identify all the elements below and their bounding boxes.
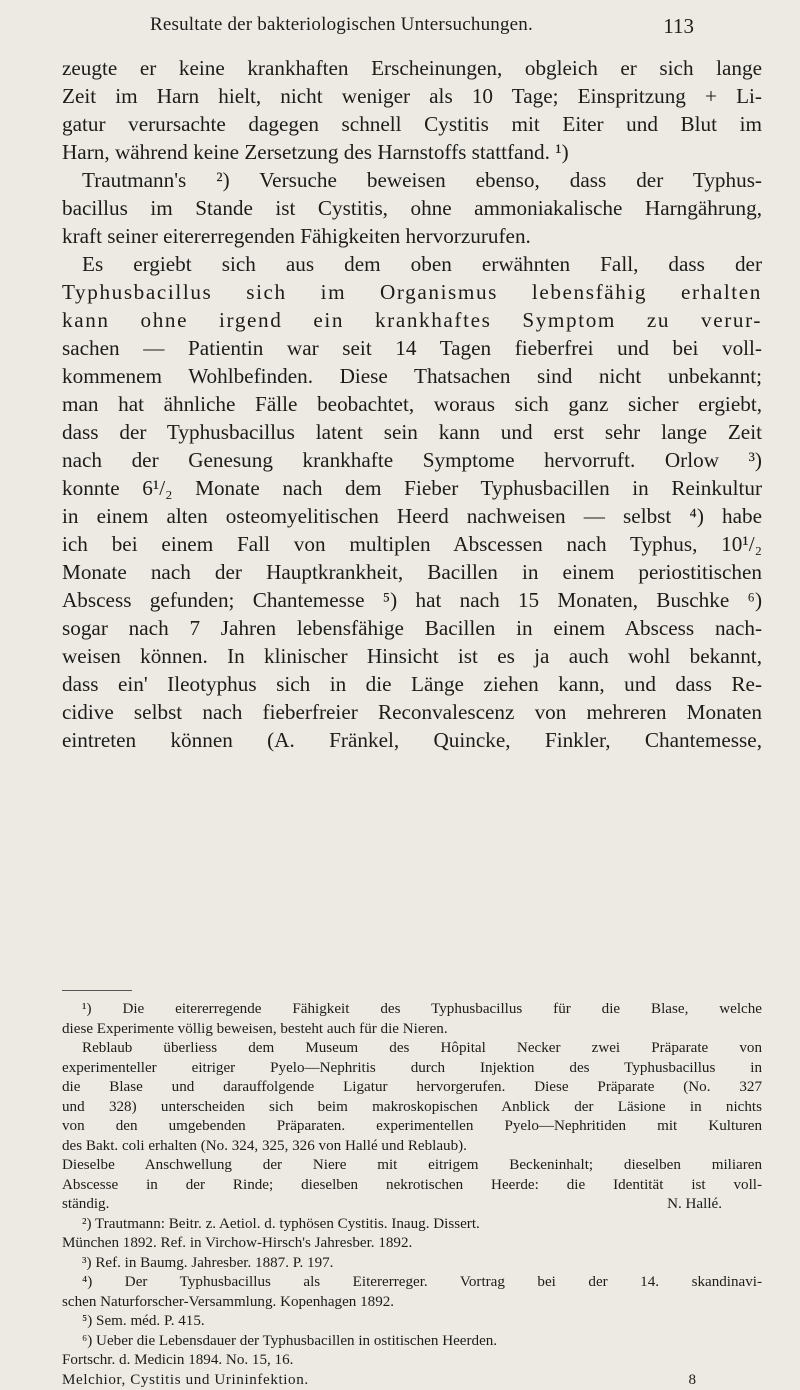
main-text xyxy=(62,54,762,754)
text-line: nach der Genesung krankhafte Symptome hervorruft. Orlow ³) xyxy=(62,446,762,474)
text-line: eintreten können (A. Fränkel, Quincke, Finkler, Chantemesse, xyxy=(62,726,762,754)
footnote-divider xyxy=(62,990,132,991)
footnote-line: Fortschr. d. Medicin 1894. No. 15, 16. xyxy=(62,1351,762,1371)
text-line: dass ein' Ileotyphus sich in die Länge ziehen kann, und dass Re- xyxy=(62,670,762,698)
text-line: sachen — Patientin war seit 14 Tagen fieberfrei und bei voll- xyxy=(62,334,762,362)
text-line: Harn, während keine Zersetzung des Harnstoffs stattfand. ¹) xyxy=(62,138,762,166)
footnote-line: ²) Trautmann: Beitr. z. Aetiol. d. typhösen Cystitis. Inaug. Dissert. xyxy=(62,1215,762,1235)
signature-number: 8 xyxy=(688,1371,696,1390)
text-line: konnte 6¹/₂ Monate nach dem Fieber Typhusbacillen in Reinkultur xyxy=(62,474,762,502)
running-title: Resultate der bakteriologischen Untersuchungen. xyxy=(150,14,533,36)
text-line: kommenem Wohlbefinden. Diese Thatsachen sind nicht unbekannt; xyxy=(62,362,762,390)
running-foot: Melchior, Cystitis und Urininfektion. xyxy=(62,1372,309,1388)
footnote-line: München 1892. Ref. in Virchow-Hirsch's Jahresber. 1892. xyxy=(62,1234,762,1254)
text-line-spaced: Typhusbacillus sich im Organismus lebensfähig erhalten xyxy=(62,278,762,306)
running-foot-line xyxy=(62,1371,762,1390)
footnotes xyxy=(62,1000,762,1390)
footnote-line: Dieselbe Anschwellung der Niere mit eitrigem Beckeninhalt; dieselben miliaren xyxy=(62,1156,762,1176)
text-line: Trautmann's ²) Versuche beweisen ebenso, dass der Typhus- xyxy=(62,166,762,194)
text-line: zeugte er keine krankhaften Erscheinungen, obgleich er sich lange xyxy=(62,54,762,82)
footnote-line: die Blase und darauffolgende Ligatur hervorgerufen. Diese Präparate (No. 327 xyxy=(62,1078,762,1098)
page-number: 113 xyxy=(663,14,694,39)
footnote-line: experimenteller eitriger Pyelo—Nephritis durch Injektion des Typhusbacillus in xyxy=(62,1059,762,1079)
footnote-line: und 328) unterscheiden sich beim makroskopischen Anblick der Läsione in nichts xyxy=(62,1098,762,1118)
footnote-line: ³) Ref. in Baumg. Jahresber. 1887. P. 197. xyxy=(62,1254,762,1274)
text-line: bacillus im Stande ist Cystitis, ohne ammoniakalische Harngährung, xyxy=(62,194,762,222)
footnote-line: ⁴) Der Typhusbacillus als Eitererreger. Vortrag bei der 14. skandinavi- xyxy=(62,1273,762,1293)
footnote-line: Reblaub überliess dem Museum des Hôpital Necker zwei Präparate von xyxy=(62,1039,762,1059)
text-line: gatur verursachte dagegen schnell Cystitis mit Eiter und Blut im xyxy=(62,110,762,138)
text-line: kraft seiner eitererregenden Fähigkeiten hervorzurufen. xyxy=(62,222,762,250)
footnote-line: schen Naturforscher-Versammlung. Kopenhagen 1892. xyxy=(62,1293,762,1313)
text-line: weisen können. In klinischer Hinsicht ist es ja auch wohl bekannt, xyxy=(62,642,762,670)
footnote-line: des Bakt. coli erhalten (No. 324, 325, 326 von Hallé und Reblaub). xyxy=(62,1137,762,1157)
text-line: in einem alten osteomyelitischen Heerd nachweisen — selbst ⁴) habe xyxy=(62,502,762,530)
page-header xyxy=(120,14,760,44)
text-line-spaced: kann ohne irgend ein krankhaftes Symptom zu verur- xyxy=(62,306,762,334)
footnote-line: Abscesse in der Rinde; dieselben nekrotischen Heerde: die Identität ist voll- xyxy=(62,1176,762,1196)
text-line: Zeit im Harn hielt, nicht weniger als 10 Tage; Einspritzung + Li- xyxy=(62,82,762,110)
footnote-line-text: ständig. xyxy=(62,1196,109,1212)
footnote-line: von den umgebenden Präparaten. experimentellen Pyelo—Nephritiden mit Kulturen xyxy=(62,1117,762,1137)
text-line: Monate nach der Hauptkrankheit, Bacillen in einem periostitischen xyxy=(62,558,762,586)
text-line: sogar nach 7 Jahren lebensfähige Bacillen in einem Abscess nach- xyxy=(62,614,762,642)
text-line: man hat ähnliche Fälle beobachtet, woraus sich ganz sicher ergiebt, xyxy=(62,390,762,418)
footnote-signature: N. Hallé. xyxy=(667,1195,722,1215)
text-line: Abscess gefunden; Chantemesse ⁵) hat nach 15 Monaten, Buschke ⁶) xyxy=(62,586,762,614)
footnote-line: ⁶) Ueber die Lebensdauer der Typhusbacillen in ostitischen Heerden. xyxy=(62,1332,762,1352)
footnote-line xyxy=(62,1195,762,1215)
text-line: Es ergiebt sich aus dem oben erwähnten Fall, dass der xyxy=(62,250,762,278)
text-line: cidive selbst nach fieberfreier Reconvalescenz von mehreren Monaten xyxy=(62,698,762,726)
footnote-line: ¹) Die eitererregende Fähigkeit des Typhusbacillus für die Blase, welche xyxy=(62,1000,762,1020)
text-line: ich bei einem Fall von multiplen Abscessen nach Typhus, 10¹/₂ xyxy=(62,530,762,558)
footnote-line: diese Experimente völlig beweisen, besteht auch für die Nieren. xyxy=(62,1020,762,1040)
footnote-line: ⁵) Sem. méd. P. 415. xyxy=(62,1312,762,1332)
text-line: dass der Typhusbacillus latent sein kann und erst sehr lange Zeit xyxy=(62,418,762,446)
